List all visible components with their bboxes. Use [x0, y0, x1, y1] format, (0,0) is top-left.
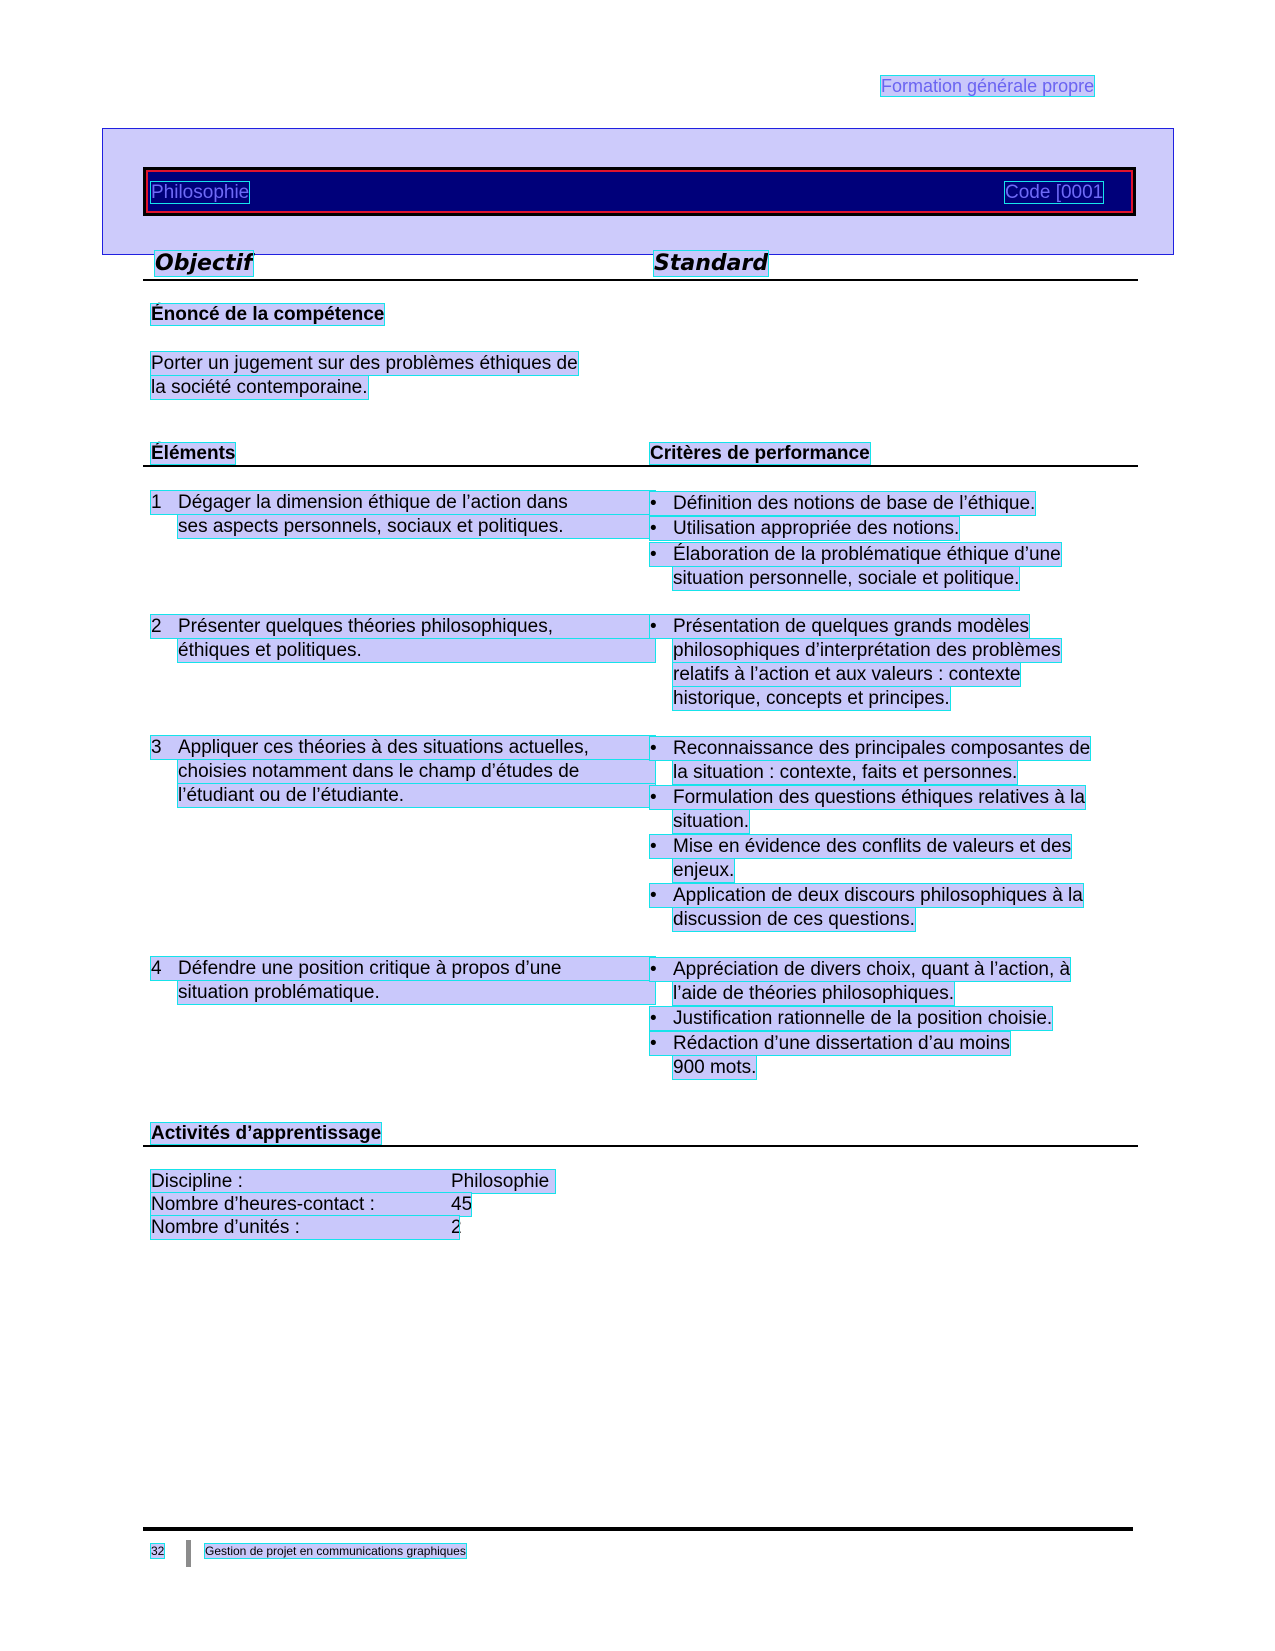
- element-text: Défendre une position critique à propos d’une: [178, 958, 562, 979]
- activity-value: Philosophie: [451, 1171, 550, 1192]
- bullet-icon: •: [650, 787, 657, 808]
- element-text: situation problématique.: [178, 981, 655, 1004]
- bullet-icon: •: [650, 836, 657, 857]
- element-text: Présenter quelques théories philosophiques,: [178, 616, 553, 637]
- criterion-text: philosophiques d’interprétation des problèmes: [673, 640, 1061, 661]
- activity-label: Discipline :: [151, 1171, 243, 1192]
- criterion-text: Appréciation de divers choix, quant à l’action, à: [673, 959, 1071, 980]
- criterion-item: [650, 737, 1090, 760]
- criterion-text: Rédaction d’une dissertation d’au moins: [673, 1033, 1010, 1054]
- criterion-text: Définition des notions de base de l’éthique.: [673, 493, 1036, 514]
- standard-heading: Standard: [654, 251, 769, 276]
- bullet-icon: •: [650, 959, 657, 980]
- element-text: Dégager la dimension éthique de l’action dans: [178, 492, 568, 513]
- element-number: 4: [151, 958, 162, 979]
- competence-title: Énoncé de la compétence: [151, 304, 385, 325]
- competence-line: la société contemporaine.: [151, 377, 368, 398]
- criterion-item: [650, 1007, 1052, 1030]
- criterion-text: relatifs à l’action et aux valeurs : contexte: [673, 664, 1021, 685]
- element-text: ses aspects personnels, sociaux et politiques.: [178, 515, 655, 538]
- criterion-text: enjeux.: [673, 860, 735, 881]
- criterion-item: [650, 958, 1070, 981]
- criterion-text: l’aide de théories philosophiques.: [673, 983, 954, 1004]
- criterion-item: [650, 543, 1061, 566]
- element-text: Appliquer ces théories à des situations actuelles,: [178, 737, 589, 758]
- course-code-label: Code: [1005, 182, 1051, 203]
- activity-label: Nombre d’heures-contact :: [151, 1194, 375, 1215]
- activity-label: Nombre d’unités :: [151, 1217, 300, 1238]
- criterion-text: Utilisation appropriée des notions.: [673, 518, 960, 539]
- competence-line: Porter un jugement sur des problèmes éthiques de: [151, 353, 578, 374]
- course-title-frame: [146, 170, 1133, 213]
- footer-title: Gestion de projet en communications graphiques: [205, 1544, 466, 1558]
- running-header: Formation générale propre: [881, 76, 1095, 96]
- bullet-icon: •: [650, 616, 657, 637]
- element-number: 1: [151, 492, 162, 513]
- criterion-text: Formulation des questions éthiques relatives à la: [673, 787, 1085, 808]
- criterion-text: 900 mots.: [673, 1057, 757, 1078]
- divider: [143, 279, 1138, 281]
- bullet-icon: •: [650, 1008, 657, 1029]
- course-name: Philosophie: [151, 182, 250, 203]
- criterion-item: [650, 835, 1071, 858]
- criterion-text: Mise en évidence des conflits de valeurs et des: [673, 836, 1072, 857]
- bullet-icon: •: [650, 1033, 657, 1054]
- criterion-text: Reconnaissance des principales composantes de: [673, 738, 1091, 759]
- activity-row: [151, 1216, 462, 1239]
- criterion-text: Présentation de quelques grands modèles: [673, 616, 1029, 637]
- course-code-value: [0001: [1055, 182, 1104, 203]
- activity-value: 2: [451, 1217, 462, 1238]
- criterion-item: [650, 492, 1035, 515]
- element-row: [151, 736, 655, 759]
- element-row: [151, 615, 655, 638]
- divider: [143, 465, 1138, 467]
- activity-row: [151, 1193, 471, 1216]
- criterion-text: situation personnelle, sociale et politique.: [673, 568, 1020, 589]
- element-number: 3: [151, 737, 162, 758]
- bullet-icon: •: [650, 885, 657, 906]
- bullet-icon: •: [650, 518, 657, 539]
- course-code: [1005, 182, 1103, 203]
- bullet-icon: •: [650, 738, 657, 759]
- divider: [143, 1145, 1138, 1147]
- activity-row: [151, 1170, 555, 1193]
- bullet-icon: •: [650, 544, 657, 565]
- element-number: 2: [151, 616, 162, 637]
- criterion-text: la situation : contexte, faits et personnes.: [673, 762, 1018, 783]
- criterion-item: [650, 1032, 1010, 1055]
- criterion-item: [650, 615, 1029, 638]
- element-row: [151, 957, 655, 980]
- element-text: éthiques et politiques.: [178, 639, 655, 662]
- footer-separator: [186, 1540, 191, 1567]
- criterion-text: Justification rationnelle de la position choisie.: [673, 1008, 1053, 1029]
- criterion-text: Élaboration de la problématique éthique d’une: [673, 544, 1061, 565]
- elements-header: Éléments: [151, 443, 236, 464]
- page-number: 32: [151, 1544, 165, 1558]
- element-row: [151, 491, 655, 514]
- activities-title: Activités d’apprentissage: [151, 1123, 382, 1144]
- criterion-item: [650, 517, 959, 540]
- objectif-heading: Objectif: [155, 251, 253, 276]
- criteria-header: Critères de performance: [650, 443, 870, 464]
- criterion-text: discussion de ces questions.: [673, 909, 915, 930]
- element-text: choisies notamment dans le champ d’études de: [178, 760, 655, 783]
- footer-rule: [143, 1527, 1133, 1531]
- criterion-text: historique, concepts et principes.: [673, 688, 950, 709]
- criterion-text: Application de deux discours philosophiques à la: [673, 885, 1083, 906]
- criterion-item: [650, 884, 1083, 907]
- criterion-text: situation.: [673, 811, 750, 832]
- bullet-icon: •: [650, 493, 657, 514]
- element-text: l’étudiant ou de l’étudiante.: [178, 784, 655, 807]
- activity-value: 45: [451, 1194, 473, 1215]
- criterion-item: [650, 786, 1085, 809]
